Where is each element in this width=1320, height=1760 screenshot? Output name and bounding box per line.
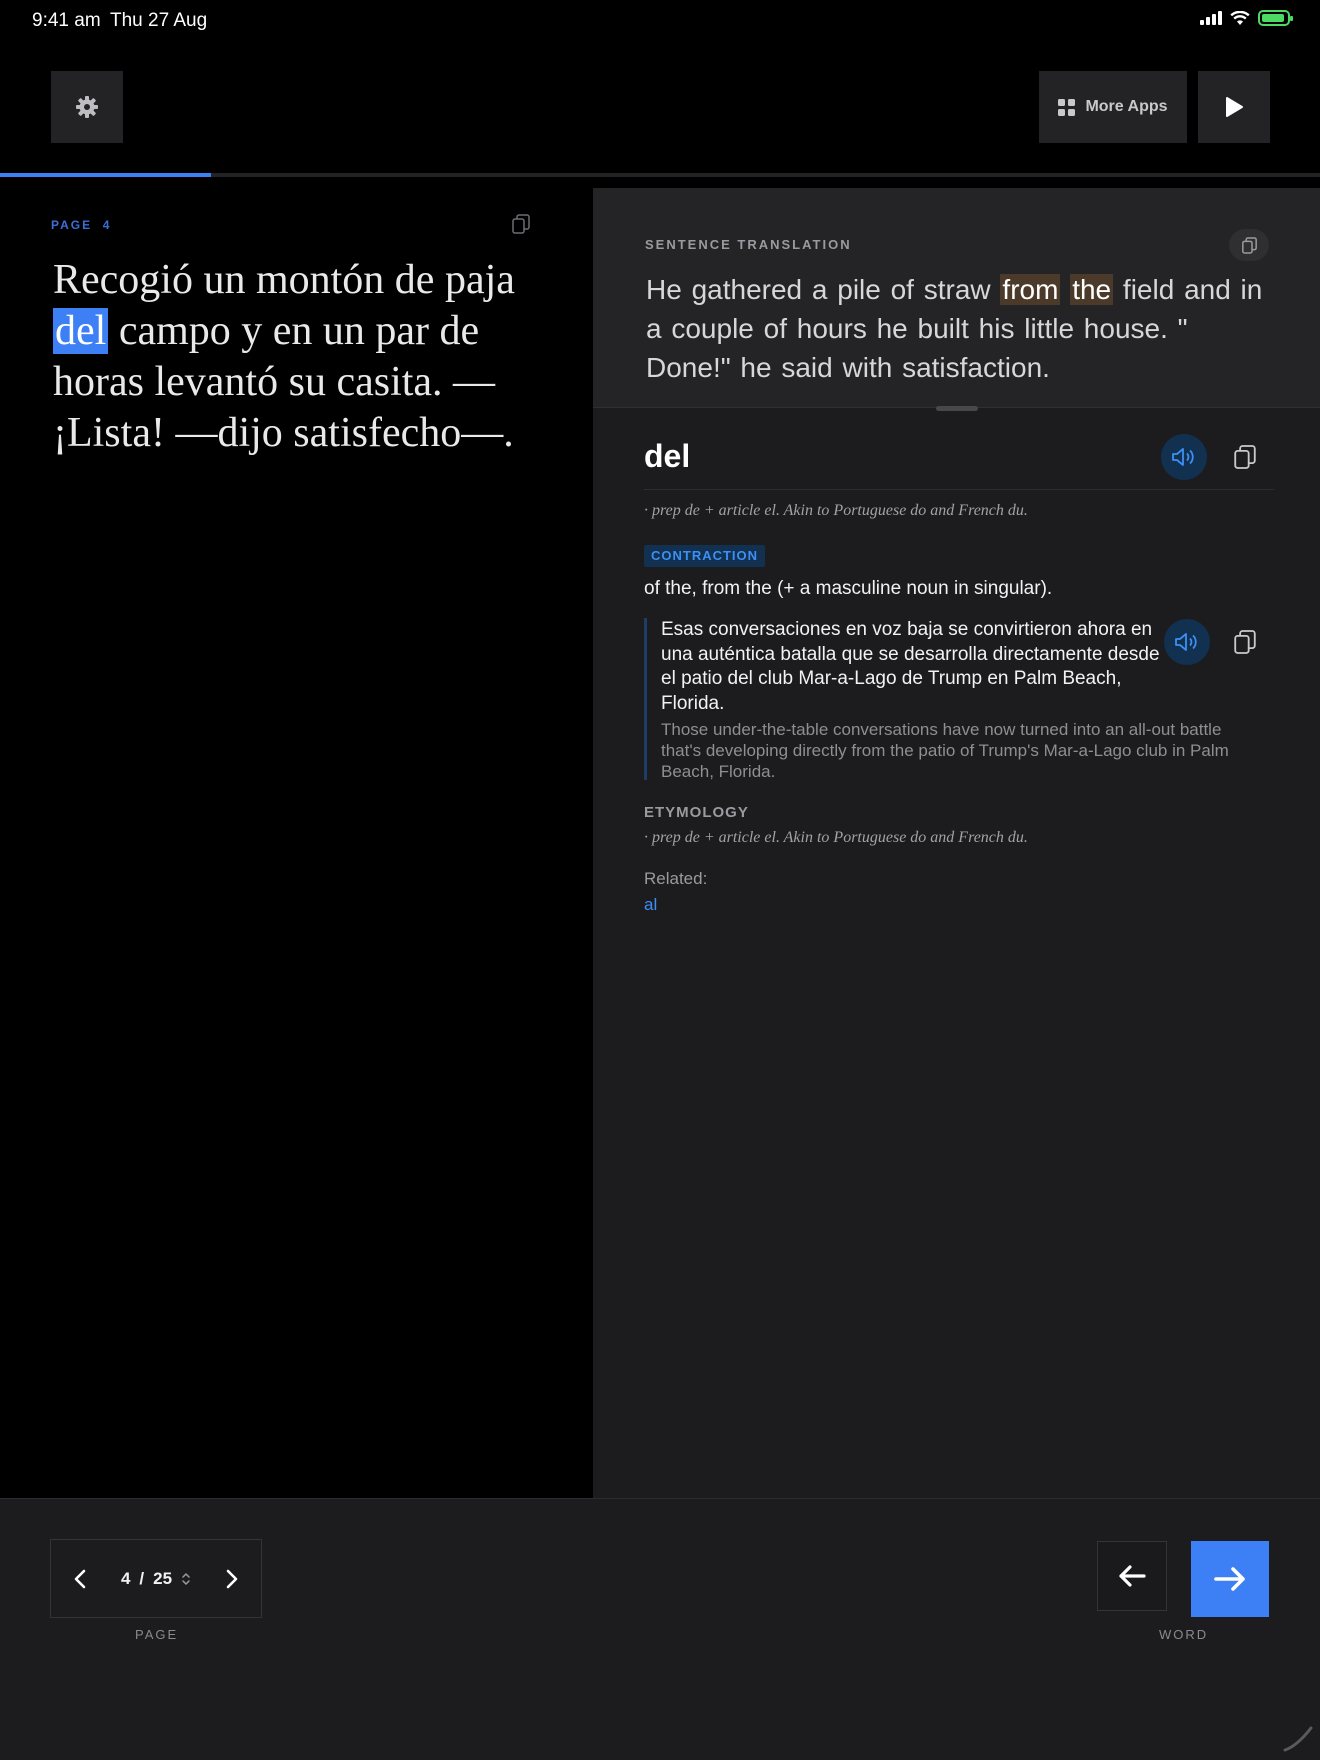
related-word-link[interactable]: al <box>644 895 658 914</box>
speaker-icon <box>1171 446 1197 468</box>
copy-headword-button[interactable] <box>1229 441 1261 473</box>
page-label: PAGE 4 <box>51 218 112 232</box>
settings-button[interactable] <box>51 71 123 143</box>
etymology-text: · prep de + article el. Akin to Portuguese do and French du. <box>644 829 1028 846</box>
status-time: 9:41 am <box>32 10 101 31</box>
signal-icon <box>1200 11 1222 25</box>
battery-icon <box>1258 10 1290 26</box>
example-english: Those under-the-table conversations have now turned into an all-out battle that's developing directly from the patio of Trump's Mar-a-Lago club in Palm Beach, Florida. <box>661 720 1229 781</box>
translation-label: SENTENCE TRANSLATION <box>645 237 852 252</box>
bottom-bar <box>0 1498 1320 1760</box>
up-down-icon <box>181 1571 191 1587</box>
entry-divider <box>644 489 1274 490</box>
source-text-after: campo y en un par de horas levantó su casita. —¡Lista! —dijo satisfecho—. <box>53 308 514 456</box>
translation-part: He gathered a pile of straw <box>646 274 1001 305</box>
definition: of the, from the (+ a masculine noun in singular). <box>644 578 1053 599</box>
translation-highlight: from <box>1002 274 1059 305</box>
page-current: 4 <box>120 1568 131 1588</box>
wifi-icon <box>1230 11 1250 26</box>
translation-text <box>646 270 1276 387</box>
pencil-stroke-icon <box>1282 1722 1314 1754</box>
translation-part <box>1060 274 1070 305</box>
status-date: Thu 27 Aug <box>110 10 208 31</box>
part-of-speech-badge: CONTRACTION <box>644 545 765 567</box>
copy-icon <box>512 214 530 234</box>
grid-icon <box>1058 99 1075 116</box>
copy-icon <box>1242 237 1257 254</box>
related-label: Related: <box>644 869 708 888</box>
copy-example-button[interactable] <box>1229 626 1261 658</box>
source-sentence <box>53 255 533 459</box>
speak-example-button[interactable] <box>1164 619 1210 665</box>
more-apps-label: More Apps <box>1085 98 1168 115</box>
sentence-translation <box>593 188 1320 408</box>
status-bar <box>0 0 1320 40</box>
page-selector[interactable] <box>121 1569 191 1589</box>
status-icons <box>1200 10 1290 26</box>
source-text-before: Recogió un montón de paja <box>53 257 515 303</box>
example-spanish: Esas conversaciones en voz baja se convirtieron ahora en una auténtica batalla que se desarrolla directamente desde el patio del club Mar-a-Lago de Trump en Palm Beach, Florida. <box>661 619 1160 714</box>
copy-icon <box>1234 444 1256 470</box>
drag-handle[interactable] <box>936 406 978 411</box>
previous-word-button[interactable] <box>1097 1541 1167 1611</box>
copy-translation-button[interactable] <box>1229 229 1269 261</box>
page-caption: PAGE <box>135 1627 179 1642</box>
copy-icon <box>1234 629 1256 655</box>
arrow-right-icon <box>1213 1566 1247 1592</box>
page-separator: / <box>139 1568 145 1588</box>
chevron-left-icon[interactable] <box>73 1568 87 1590</box>
translation-highlight: the <box>1072 274 1112 305</box>
selected-word[interactable]: del <box>55 308 107 354</box>
headword: del <box>644 438 691 474</box>
arrow-left-icon <box>1117 1564 1147 1588</box>
page-total: 25 <box>153 1568 173 1588</box>
play-icon <box>1224 96 1244 118</box>
play-button[interactable] <box>1198 71 1270 143</box>
speak-headword-button[interactable] <box>1161 434 1207 480</box>
more-apps-button[interactable] <box>1039 71 1187 143</box>
translation-part: field and in a couple of hours he built his little house. " Done!" he said with satisfaction. <box>646 274 1263 383</box>
page-stepper <box>50 1539 262 1618</box>
speaker-icon <box>1174 631 1200 653</box>
source-text-pane <box>0 177 593 1498</box>
usage-note: · prep de + article el. Akin to Portuguese do and French du. <box>644 502 1028 519</box>
chevron-right-icon[interactable] <box>225 1568 239 1590</box>
next-word-button[interactable] <box>1191 1541 1269 1617</box>
etymology-heading: ETYMOLOGY <box>644 804 749 821</box>
dictionary-pane <box>593 188 1320 1498</box>
copy-source-button[interactable] <box>512 214 530 239</box>
gear-icon <box>75 95 99 119</box>
word-caption: WORD <box>1159 1627 1209 1642</box>
